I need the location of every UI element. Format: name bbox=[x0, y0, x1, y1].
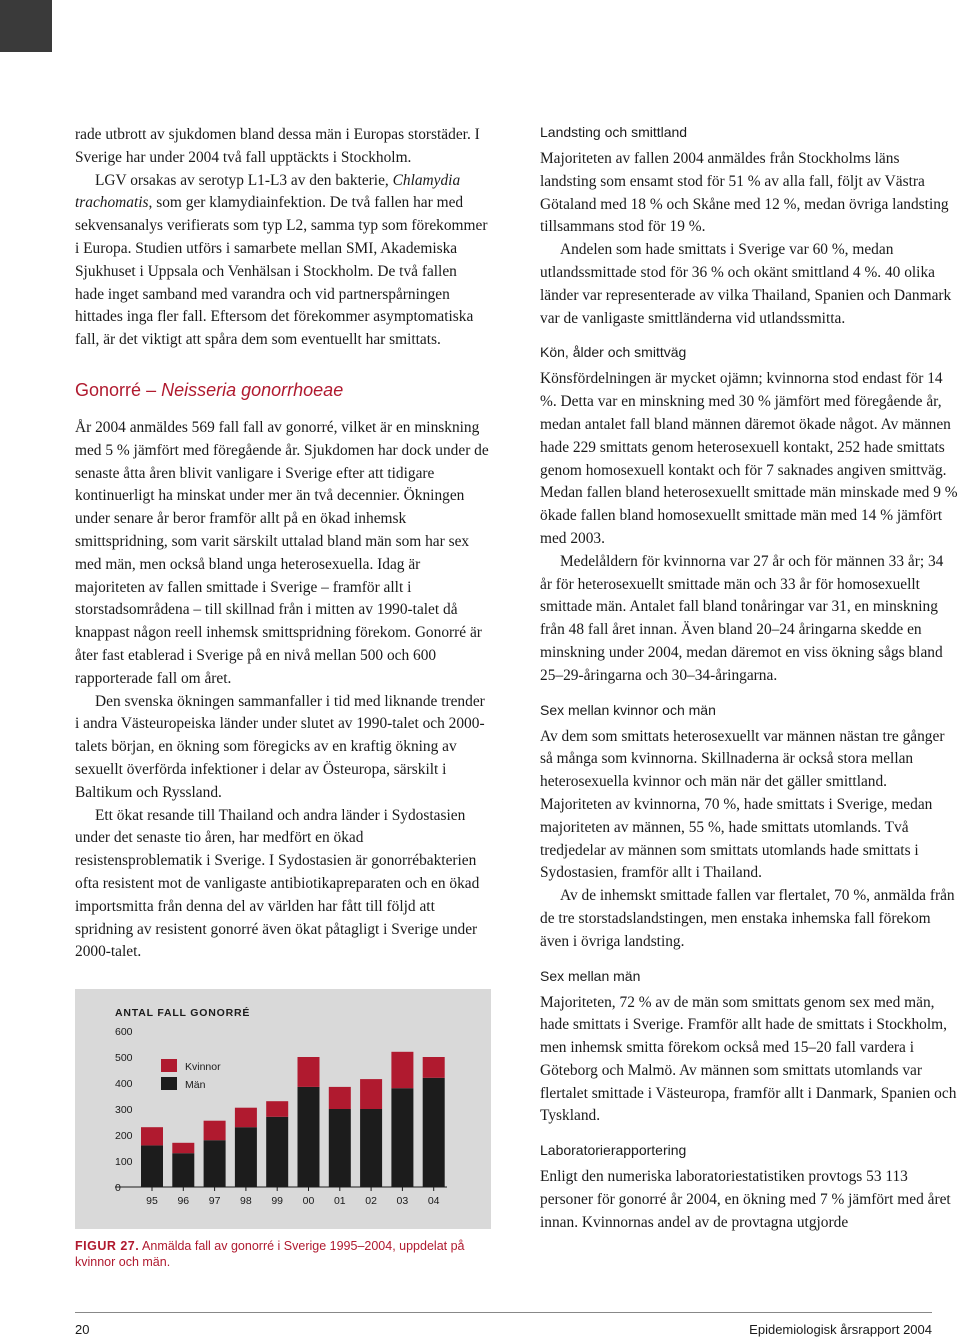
paragraph: Majoriteten av fallen 2004 anmäldes från Stockholms läns landsting som ensamt stod för 51 % av alla fall, följt av Västra Götaland med 18 % och Skåne med 12 %, medan övriga landsting tillsammans stod för 19 %. bbox=[540, 150, 949, 236]
y-tick-label: 100 bbox=[115, 1156, 133, 1168]
footer-rule bbox=[75, 1312, 932, 1313]
x-tick-label: 02 bbox=[365, 1195, 377, 1207]
paragraph: Ett ökat resande till Thailand och andra länder i Sydostasien under det senaste tio åren, har medfört en ökad resistensproblematik i Sverige. I Sydostasien är gonorrébakterien ofta resistent mot de vanligaste antibiotikapreparaten och en ökad importsmitta från denna del av världen har fått till följd att spridning av resistent gonorré även ökat påtagligt i Sverige under 2000-talet. bbox=[75, 806, 480, 961]
paragraph: Majoriteten, 72 % av de män som smittats genom sex med män, hade smittats i Sverige. Framför allt hade de smittats i Stockholm, men inhemsk smitta förekom också med 15–20 fall vardera i Göteborg och Malmö. Av männen som smittats utomlands var flertalet smittade i Västeuropa, framför allt i Danmark, Spanien och Tyskland. bbox=[540, 993, 957, 1125]
bar-segment-män bbox=[204, 1140, 226, 1187]
paragraph: År 2004 anmäldes 569 fall fall av gonorré, vilket är en minskning med 5 % jämfört med föregående år. Sjukdomen har dock under de senaste åtta åren blivit vanligare i Sverige efter att tidigare kontinuerligt ha minskat under mer än två decennier. Ökningen under senare år beror framför allt på en ökad inhemsk smittspridning, som varit särskilt uttalad bland män som har sex med män, men också bland unga heterosexuella. Idag är majoriteten av fallen smittade i Sverige – framför allt i storstadsområdena – till skillnad från i mitten av 1990-talet då knappast någon reell inhemsk smittspridning förekom. Gonorré är åter fast etablerad i Sverige på en nivå mellan 500 och 600 rapporterade fall om året. bbox=[75, 418, 489, 687]
right-column bbox=[540, 124, 958, 1235]
species-name: Chlamydia trachomatis bbox=[75, 171, 461, 212]
y-tick-label: 400 bbox=[115, 1078, 133, 1090]
x-tick-label: 97 bbox=[208, 1195, 221, 1207]
section-heading: Landsting och smittland bbox=[540, 124, 688, 140]
x-tick-label: 03 bbox=[396, 1195, 409, 1207]
bar-segment-kvinnor bbox=[141, 1127, 163, 1145]
bar-segment-män bbox=[235, 1127, 257, 1187]
y-tick-label: 300 bbox=[115, 1104, 133, 1116]
bar-segment-kvinnor bbox=[391, 1052, 413, 1088]
y-tick-label: 600 bbox=[115, 1026, 133, 1038]
paragraph: Andelen som hade smittats i Sverige var 60 %, medan utlandssmittade stod för 36 % och okänt smittland 4 %. 40 olika länder var representerade av vilka Thailand, Spanien och Danmark var de vanligaste smittländerna vid utlandssmitta. bbox=[540, 241, 952, 327]
figure-caption bbox=[75, 1238, 491, 1270]
figure-text: Anmälda fall av gonorré i Sverige 1995–2004, uppdelat på kvinnor och män. bbox=[75, 1239, 465, 1269]
section-heading: Sex mellan kvinnor och män bbox=[540, 701, 716, 718]
legend-label: Män bbox=[185, 1079, 206, 1091]
bar-segment-män bbox=[329, 1109, 351, 1187]
page-number: 20 bbox=[75, 1322, 90, 1337]
x-tick-label: 04 bbox=[427, 1195, 440, 1207]
bar-segment-män bbox=[391, 1088, 413, 1187]
section-heading: Laboratorierapportering bbox=[540, 1142, 687, 1159]
figure-label: FIGUR 27. bbox=[75, 1239, 140, 1253]
paragraph: Av dem som smittats heterosexuellt var männen nästan tre gånger så många som kvinnorna. Skillnaderna är också stora mellan heterosexuella kvinnor och män när det gäller smittland. Majoriteten av kvinnorna, 70 %, hade smittats i Sverige, medan majoriteten av männen, 55 %, hade smittats utomlands. Två tredjedelar av männen som smittats utomlands hade smittats i Sydostasien, framför allt i Thailand. bbox=[540, 727, 945, 882]
bar-segment-män bbox=[360, 1109, 382, 1187]
section-heading: Sex mellan män bbox=[540, 967, 641, 984]
bar-segment-män bbox=[141, 1145, 163, 1187]
bar-segment-män bbox=[298, 1087, 320, 1187]
paragraph: Könsfördelningen är mycket ojämn; kvinnorna stod endast för 14 %. Detta var en minskning med 30 % jämfört med föregående år, medan antalet fall bland männen däremot ökade något. Av männen hade 229 smittats genom heterosexuell kontakt, 252 hade smittats genom homosexuell kontakt och för 7 saknades angiven smittväg. Medan fallen bland heterosexuellt smittade män minskade med 9 % ökade fallen bland homosexuellt smittade män med 14 % jämfört med 2003. bbox=[540, 370, 958, 547]
x-tick-label: 98 bbox=[240, 1195, 252, 1207]
bar-segment-kvinnor bbox=[204, 1121, 226, 1141]
bar-segment-män bbox=[266, 1117, 288, 1187]
left-column bbox=[75, 124, 489, 964]
section-heading: Kön, ålder och smittväg bbox=[540, 344, 687, 361]
paragraph: Av de inhemskt smittade fallen var flertalet, 70 %, anmälda från de tre storstadslandstingen, men enstaka inhemska fall förekom även i övriga landsting. bbox=[540, 887, 955, 950]
legend-swatch bbox=[161, 1059, 177, 1072]
bar-segment-män bbox=[423, 1078, 445, 1187]
bar-segment-kvinnor bbox=[235, 1108, 257, 1128]
paragraph: Medelåldern för kvinnorna var 27 år och för männen 33 år; 34 år för heterosexuellt smittade män och 33 år för homosexuellt smittade män. Antalet fall bland tonåringar var 31, en minskning från 48 fall året innan. Även bland 20–24 åringarna skedde en minskning under 2004, medan däremot en viss ökning sågs bland 25–29-åringarna och 30–34-åringarna. bbox=[540, 552, 944, 684]
y-tick-label: 500 bbox=[115, 1052, 133, 1064]
section-heading-gonorre: Gonorré – Neisseria gonorrhoeae bbox=[75, 379, 344, 400]
paragraph: rade utbrott av sjukdomen bland dessa män i Europas storstäder. I Sverige har under 2004 två fall upptäckts i Stockholm. bbox=[75, 126, 480, 166]
x-tick-label: 01 bbox=[333, 1195, 346, 1207]
paragraph-lgv: LGV orsakas av serotyp L1-L3 av den bakterie, Chlamydia trachomatis, som ger klamydiainfektion. De två fallen har med sekvensanalys verifierats som typ L2, samma typ som förekommer i Europa. Studien utförs i samarbete mellan SMI, Akademiska Sjukhuset i Uppsala och Venhälsan i Stockholm. De två fallen hade inget samband med varandra och vid partnerspårningen hittades inga fler fall. Eftersom det förekommer asymptomatiska fall, är det viktigt att spåra dem som eventuellt har smittats. bbox=[75, 171, 488, 349]
footer-title: Epidemiologisk årsrapport 2004 bbox=[749, 1322, 932, 1337]
x-tick-label: 00 bbox=[302, 1195, 315, 1207]
bar-segment-kvinnor bbox=[266, 1101, 288, 1117]
y-tick-label: 200 bbox=[115, 1130, 133, 1142]
chart-svg bbox=[75, 989, 491, 1229]
chart-title: ANTAL FALL GONORRÉ bbox=[115, 1007, 251, 1019]
y-tick-label: 0 bbox=[115, 1182, 121, 1194]
corner-mark bbox=[0, 0, 52, 52]
legend-label: Kvinnor bbox=[185, 1061, 221, 1073]
chart-gonorre-cases bbox=[75, 989, 491, 1229]
legend-swatch bbox=[161, 1077, 177, 1090]
paragraph: Enligt den numeriska laboratoriestatistiken provtogs 53 113 personer för gonorré år 2004, en ökning med 7 % jämfört med året innan. Kvinnornas andel av de provtagna utgjorde bbox=[540, 1168, 951, 1231]
bar-segment-kvinnor bbox=[360, 1079, 382, 1109]
bar-segment-män bbox=[172, 1153, 194, 1187]
bar-segment-kvinnor bbox=[298, 1057, 320, 1087]
bar-segment-kvinnor bbox=[172, 1143, 194, 1153]
x-tick-label: 99 bbox=[271, 1195, 284, 1207]
x-tick-label: 96 bbox=[177, 1195, 190, 1207]
bar-segment-kvinnor bbox=[423, 1057, 445, 1078]
paragraph: Den svenska ökningen sammanfaller i tid med liknande trender i andra Västeuropeiska länder under slutet av 1990-talet och 2000-talets början, en ökning som föregicks av en kraftig ökning av sexuellt överförda infektioner i delar av Östeuropa, särskilt i Baltikum och Ryssland. bbox=[75, 692, 485, 801]
x-tick-label: 95 bbox=[146, 1195, 158, 1207]
bar-segment-kvinnor bbox=[329, 1087, 351, 1109]
